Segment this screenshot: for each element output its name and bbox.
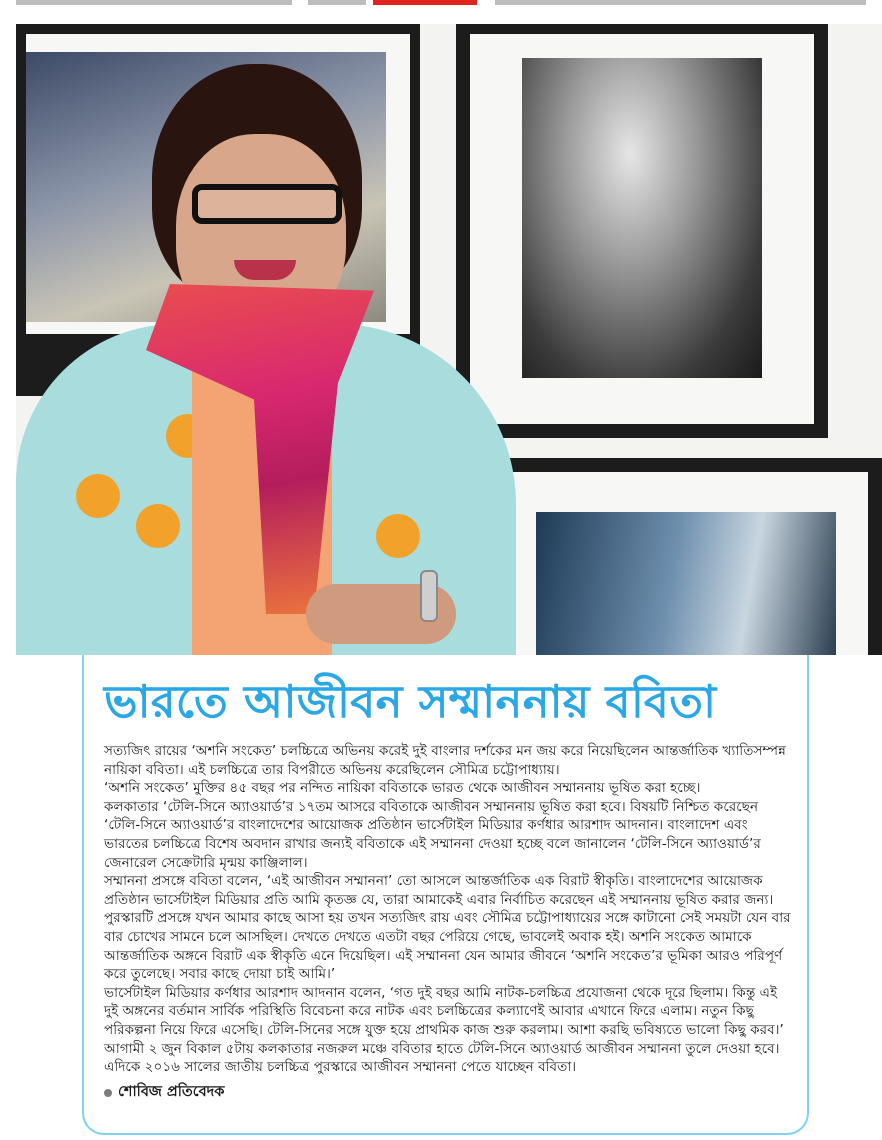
portrait-of-actress <box>16 64 536 655</box>
article-photo <box>16 24 882 655</box>
top-rule-mid <box>308 0 366 5</box>
paragraph: ভার্সেটাইল মিডিয়ার কর্ণধার আরশাদ আদনান বলেন, ‘গত দুই বছর আমি নাটক-চলচ্চিত্র প্রযোজনা থেকে দূরে ছিলাম। কিন্তু এই দুই অঙ্গনের বর্তমান সার্বিক পরিস্থিতি বিবেচনা করে নাটক এবং চলচ্চিত্রের কল্যাণেই আবার এখানে ফিরে এলাম। নতুন কিছু পরিকল্পনা নিয়ে ফিরে এসেছি। টেলি-সিনের সঙ্গে যুক্ত হয়ে প্রাথমিক কাজ শুরু করলাম। আশা করছি ভবিষ্যতে ভালো কিছু করব।’ আগামী ২ জুন বিকাল ৫টায় কলকাতার নজরুল মঞ্চে ববিতার হাতে টেলি-সিনে অ্যাওয়ার্ড আজীবন সম্মাননা তুলে দেওয়া হবে। এদিকে ২০১৬ সালের জাতীয় চলচ্চিত্র পুরস্কারে আজীবন সম্মাননা পেতে যাচ্ছেন ববিতা। <box>104 984 784 1076</box>
paragraph: কলকাতার ‘টেলি-সিনে অ্যাওয়ার্ড’র ১৭তম আসরে ববিতাকে আজীবন সম্মাননায় ভূষিত করা হবে। বিষয়টি নিশ্চিত করেছেন ‘টেলি-সিনে অ্যাওয়ার্ড’র বাংলাদেশের আয়োজক প্রতিষ্ঠান ভার্সেটাইল মিডিয়ার কর্ণধার আরশাদ আদনান। বাংলাদেশ এবং ভারতের চলচ্চিত্রে বিশেষ অবদান রাখার জন্যই ববিতাকে এই সম্মাননা দেওয়া হচ্ছে বলে জানালেন ‘টেলি-সিনে অ্যাওয়ার্ড’র জেনারেল সেক্রেটারি মৃন্ময় কাঞ্জিলাল। <box>104 798 761 871</box>
byline-text: শোবিজ প্রতিবেদক <box>118 1084 225 1100</box>
paragraph: ‘অশনি সংকেত’ মুক্তির ৪৫ বছর পর নন্দিত নায়িকা ববিতাকে ভারত থেকে আজীবন সম্মাননায় ভূষিত করা হচ্ছে। <box>104 780 701 797</box>
framed-picture <box>536 512 836 655</box>
top-rule-left <box>16 0 292 5</box>
framed-picture <box>522 58 762 378</box>
top-rule-right <box>495 0 866 5</box>
headline: ভারতে আজীবন সম্মাননায় ববিতা <box>104 675 717 728</box>
article-body <box>104 742 794 1082</box>
byline <box>104 1082 224 1104</box>
photo-mat <box>500 472 868 655</box>
paragraph: সত্যজিৎ রায়ের ‘অশনি সংকেত’ চলচ্চিত্রে অভিনয় করেই দুই বাংলার দর্শকের মন জয় করে নিয়েছিলেন আন্তর্জাতিক খ্যাতিসম্পন্ন নায়িকা ববিতা। এই চলচ্চিত্রে তার বিপরীতে অভিনয় করেছিলেন সৌমিত্র চট্টোপাধ্যায়। <box>104 743 786 778</box>
bullet-icon <box>104 1089 112 1097</box>
top-rule-accent <box>373 0 477 5</box>
framed-photo-bottom-right <box>486 458 882 655</box>
wristwatch <box>420 570 438 622</box>
glasses <box>192 184 342 224</box>
paragraph: সম্মাননা প্রসঙ্গে ববিতা বলেন, ‘এই আজীবন সম্মাননা’ তো আসলে আন্তর্জাতিক এক বিরাট স্বীকৃতি। বাংলাদেশের আয়োজক প্রতিষ্ঠান ভার্সেটাইল মিডিয়ার প্রতি আমি কৃতজ্ঞ যে, তারা আমাকেই এবার নির্বাচিত করেছেন এই সম্মাননায় ভূষিত করার জন্য। পুরস্কারটি প্রসঙ্গে যখন আমার কাছে আসা হয় তখন সত্যজিৎ রায় এবং সৌমিত্র চট্টোপাধ্যায়ের সঙ্গে কাটানো সেই সময়টা যেন বার বার চোখের সামনে চলে আসছিল। দেখতে দেখতে এতটা বছর পেরিয়ে গেছে, ভাবলেই অবাক হই। অশনি সংকেত আমাকে আন্তর্জাতিক অঙ্গনে বিরাট এক স্বীকৃতি এনে দিয়েছিল। এই সম্মাননা যেন আমার জীবনে ‘অশনি সংকেত’র ভূমিকা আরও পরিপূর্ণ করে তুলেছে। সবার কাছে দোয়া চাই আমি।’ <box>104 873 791 983</box>
